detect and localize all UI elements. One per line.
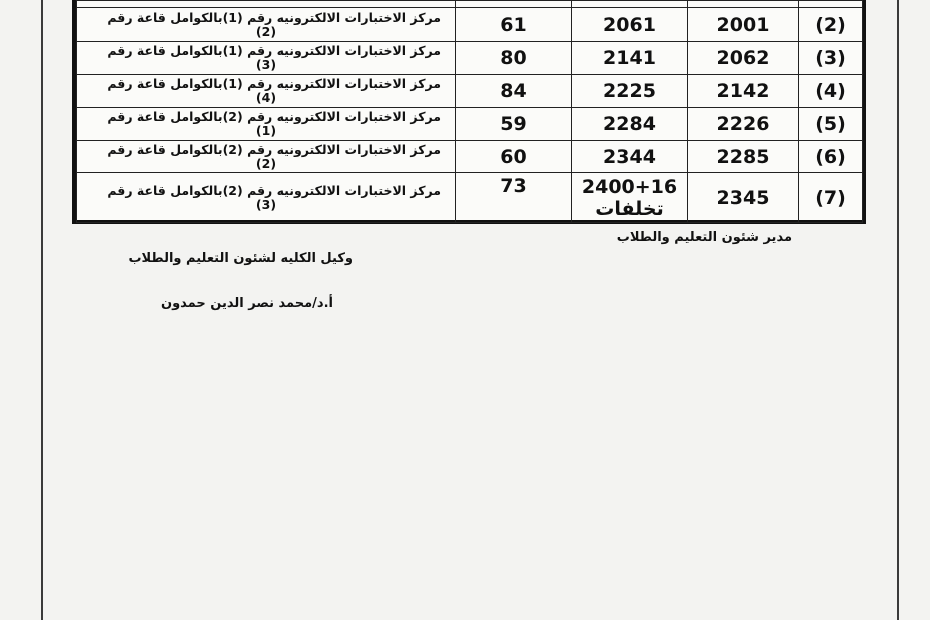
seat-from: 2001 bbox=[688, 8, 799, 42]
seat-from: 2142 bbox=[688, 75, 799, 108]
seat-from: 2345 bbox=[688, 173, 799, 223]
location-line-2: (1) bbox=[255, 123, 277, 138]
seat-to: 2400+16 bbox=[581, 175, 678, 198]
location-line-2: (2) bbox=[255, 155, 277, 171]
exam-location bbox=[77, 141, 456, 173]
exam-location bbox=[77, 75, 456, 108]
seat-to-note: تخلفات bbox=[595, 197, 664, 220]
student-count: 60 bbox=[456, 141, 572, 173]
seating-table bbox=[72, 0, 866, 224]
student-count: 61 bbox=[456, 8, 572, 42]
seat-to: 2061 bbox=[572, 8, 688, 42]
location-line-1: مركز الاختبارات الالكترونيه رقم (1)بالكوامل قاعة رقم bbox=[107, 9, 441, 25]
table-row bbox=[77, 141, 863, 173]
seat-from: 2226 bbox=[688, 108, 799, 141]
row-index: (3) bbox=[799, 42, 863, 75]
page-border-right bbox=[897, 0, 899, 620]
exam-location bbox=[77, 173, 456, 223]
row-index: (2) bbox=[799, 8, 863, 42]
location-line-2: (3) bbox=[255, 196, 277, 212]
student-count: 84 bbox=[456, 75, 572, 108]
vice-dean-title: وكيل الكليه لشئون التعليم والطلاب bbox=[128, 251, 353, 266]
table-row bbox=[77, 108, 863, 141]
table-row bbox=[77, 42, 863, 75]
location-line-1: مركز الاختبارات الالكترونيه رقم (1)بالكوامل قاعة رقم bbox=[107, 76, 441, 91]
table-row-partial bbox=[77, 1, 863, 8]
row-index: (4) bbox=[799, 75, 863, 108]
seat-to-cell bbox=[572, 173, 688, 223]
exam-location bbox=[77, 42, 456, 75]
table-row bbox=[77, 8, 863, 42]
row-index: (6) bbox=[799, 141, 863, 173]
location-line-1: مركز الاختبارات الالكترونيه رقم (2)بالكوامل قاعة رقم bbox=[107, 109, 441, 124]
director-title: مدير شئون التعليم والطلاب bbox=[616, 230, 792, 245]
vice-dean-name: أ.د/محمد نصر الدين حمدون bbox=[160, 296, 333, 311]
seat-from: 2285 bbox=[688, 141, 799, 173]
seat-to: 2225 bbox=[572, 75, 688, 108]
page-border-left bbox=[41, 0, 43, 620]
location-line-1: مركز الاختبارات الالكترونيه رقم (1)بالكوامل قاعة رقم bbox=[107, 43, 441, 58]
exam-location bbox=[77, 108, 456, 141]
location-line-2: (3) bbox=[255, 57, 277, 72]
table-row bbox=[77, 75, 863, 108]
table-row bbox=[77, 173, 863, 223]
student-count: 59 bbox=[456, 108, 572, 141]
location-line-1: مركز الاختبارات الالكترونيه رقم (2)بالكوامل قاعة رقم bbox=[107, 141, 441, 157]
seat-to: 2344 bbox=[572, 141, 688, 173]
seat-to: 2141 bbox=[572, 42, 688, 75]
row-index: (7) bbox=[799, 173, 863, 223]
exam-location bbox=[77, 8, 456, 42]
seat-to: 2284 bbox=[572, 108, 688, 141]
location-line-1: مركز الاختبارات الالكترونيه رقم (2)بالكوامل قاعة رقم bbox=[107, 182, 441, 198]
location-line-2: (2) bbox=[255, 23, 277, 39]
location-line-2: (4) bbox=[255, 90, 277, 105]
student-count: 80 bbox=[456, 42, 572, 75]
student-count: 73 bbox=[456, 173, 572, 223]
seat-from: 2062 bbox=[688, 42, 799, 75]
row-index: (5) bbox=[799, 108, 863, 141]
